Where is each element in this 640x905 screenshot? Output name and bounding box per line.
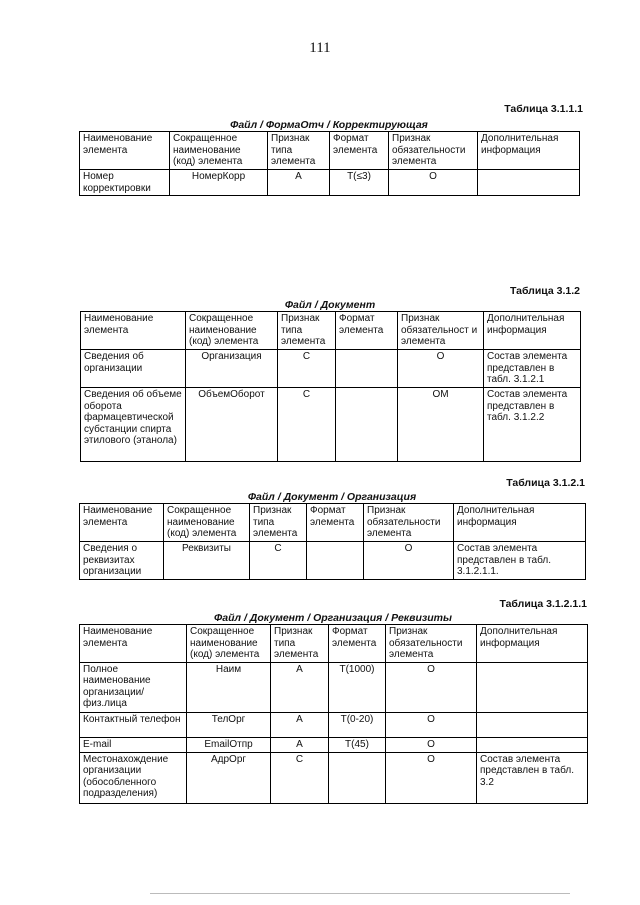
column-header: Формат элемента — [336, 312, 398, 350]
table-cell — [329, 752, 386, 803]
table-cell: С — [278, 350, 336, 388]
table-label: Таблица 3.1.2 — [509, 285, 580, 297]
table-caption: Файл / Документ — [284, 299, 376, 311]
table-cell — [477, 662, 588, 712]
table-cell: О — [364, 542, 454, 580]
column-header: Дополнительная информация — [454, 504, 586, 542]
page-number: 111 — [309, 40, 331, 56]
table-caption: Файл / Документ / Организация / Реквизиты — [214, 612, 452, 624]
table-cell — [478, 170, 580, 196]
table-row — [80, 170, 580, 196]
table-organization — [79, 503, 586, 580]
table-caption: Файл / Документ / Организация — [247, 491, 417, 503]
table-cell: Т(0-20) — [329, 712, 386, 737]
table-cell: Т(1000) — [329, 662, 386, 712]
table-label: Таблица 3.1.1.1 — [504, 103, 583, 115]
table-row — [80, 542, 586, 580]
table-label: Таблица 3.1.2.1 — [506, 477, 585, 489]
column-header: Наименование элемента — [80, 504, 164, 542]
table-cell: О — [386, 662, 477, 712]
table-cell: А — [271, 662, 329, 712]
column-header: Признак обязательности элемента — [386, 625, 477, 663]
table-cell: Полное наименование организации/ физ.лица — [80, 662, 187, 712]
table-cell: Номер корректировки — [80, 170, 170, 196]
table-correcting — [79, 131, 580, 196]
table-cell: С — [250, 542, 307, 580]
table-cell: Состав элемента представлен в табл. 3.1.2.1 — [484, 350, 581, 388]
table-label: Таблица 3.1.2.1.1 — [499, 598, 587, 610]
table-cell: Сведения об организации — [81, 350, 186, 388]
table-cell: Т(45) — [329, 737, 386, 752]
column-header: Наименование элемента — [80, 132, 170, 170]
table-cell: Состав элемента представлен в табл. 3.1.2.2 — [484, 388, 581, 462]
table-cell: О — [389, 170, 478, 196]
table-cell: Местонахождение организации (обособленного подразделения) — [80, 752, 187, 803]
table-row — [81, 388, 581, 462]
table-requisites — [79, 624, 588, 804]
column-header: Признак обязательности элемента — [389, 132, 478, 170]
table-cell: О — [386, 752, 477, 803]
table-row — [80, 712, 588, 737]
table-cell: Наим — [187, 662, 271, 712]
table-cell — [336, 388, 398, 462]
table-row — [81, 350, 581, 388]
table-cell: Сведения об объеме оборота фармацевтической субстанции спирта этилового (этанола) — [81, 388, 186, 462]
table-cell: Т(≤3) — [330, 170, 389, 196]
column-header: Признак обязательност и элемента — [398, 312, 484, 350]
column-header: Дополнительная информация — [477, 625, 588, 663]
table-cell — [477, 737, 588, 752]
column-header: Формат элемента — [307, 504, 364, 542]
table-cell: Организация — [186, 350, 278, 388]
table-cell: Состав элемента представлен в табл. 3.1.2.1.1. — [454, 542, 586, 580]
table-cell: С — [278, 388, 336, 462]
column-header: Дополнительная информация — [478, 132, 580, 170]
table-row — [80, 662, 588, 712]
bottom-rule — [150, 893, 570, 894]
table-cell — [477, 712, 588, 737]
column-header: Сокращенное наименование (код) элемента — [186, 312, 278, 350]
column-header: Признак типа элемента — [278, 312, 336, 350]
table-cell: О — [386, 712, 477, 737]
table-cell — [336, 350, 398, 388]
column-header: Признак типа элемента — [271, 625, 329, 663]
column-header: Дополнительная информация — [484, 312, 581, 350]
column-header: Наименование элемента — [80, 625, 187, 663]
table-cell: EmailОтпр — [187, 737, 271, 752]
column-header: Признак типа элемента — [268, 132, 330, 170]
table-cell: О — [398, 350, 484, 388]
table-cell: А — [268, 170, 330, 196]
table-cell: E-mail — [80, 737, 187, 752]
table-row — [80, 737, 588, 752]
table-header-row — [80, 625, 588, 663]
table-cell: Реквизиты — [164, 542, 250, 580]
table-row — [80, 752, 588, 803]
table-header-row — [80, 132, 580, 170]
column-header: Наименование элемента — [81, 312, 186, 350]
table-cell: ТелОрг — [187, 712, 271, 737]
table-cell: О — [386, 737, 477, 752]
table-cell — [307, 542, 364, 580]
table-cell: Контактный телефон — [80, 712, 187, 737]
table-cell: АдрОрг — [187, 752, 271, 803]
table-cell: Состав элемента представлен в табл. 3.2 — [477, 752, 588, 803]
table-cell: ОМ — [398, 388, 484, 462]
table-cell: А — [271, 737, 329, 752]
column-header: Признак типа элемента — [250, 504, 307, 542]
table-cell: Сведения о реквизитах организации — [80, 542, 164, 580]
column-header: Сокращенное наименование (код) элемента — [187, 625, 271, 663]
column-header: Формат элемента — [330, 132, 389, 170]
table-cell: ОбъемОборот — [186, 388, 278, 462]
column-header: Признак обязательности элемента — [364, 504, 454, 542]
column-header: Сокращенное наименование (код) элемента — [170, 132, 268, 170]
table-cell: С — [271, 752, 329, 803]
column-header: Сокращенное наименование (код) элемента — [164, 504, 250, 542]
table-header-row — [81, 312, 581, 350]
table-cell: НомерКорр — [170, 170, 268, 196]
table-cell: А — [271, 712, 329, 737]
column-header: Формат элемента — [329, 625, 386, 663]
table-caption: Файл / ФормаОтч / Корректирующая — [230, 119, 428, 131]
table-header-row — [80, 504, 586, 542]
table-document — [80, 311, 581, 462]
